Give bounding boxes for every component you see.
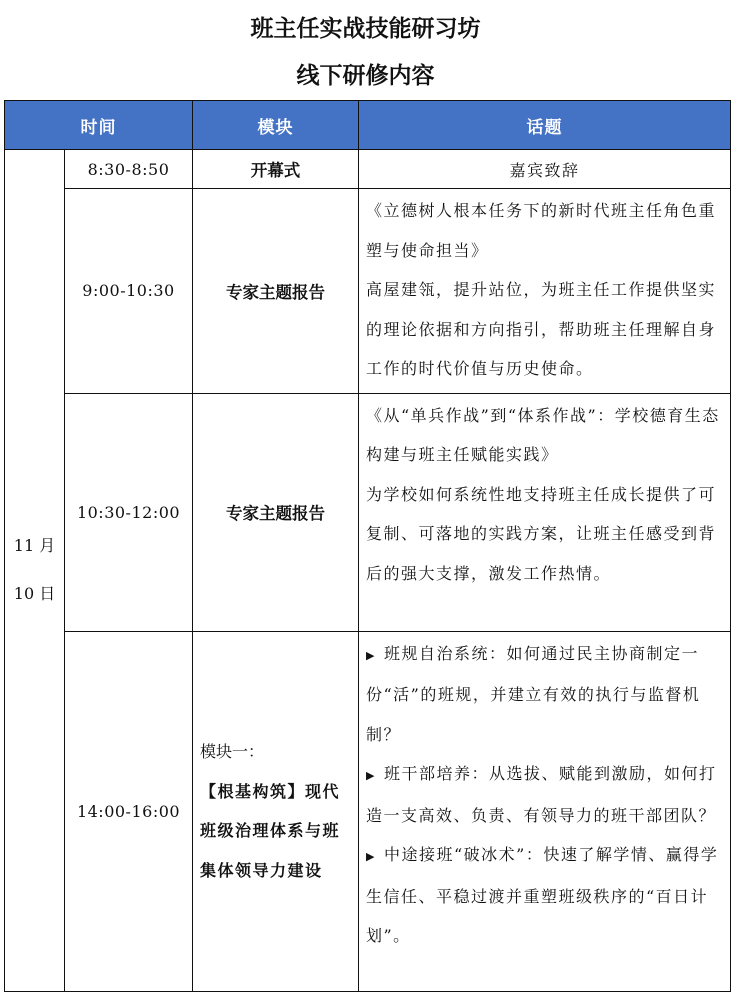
document-title: 班主任实战技能研习坊 xyxy=(250,15,481,42)
header-module: 模块 xyxy=(193,101,359,150)
time-cell: 14:00-16:00 xyxy=(65,631,193,991)
table-row xyxy=(5,150,731,189)
topic-title: 《从“单兵作战”到“体系作战”：学校德育生态构建与班主任赋能实践》 xyxy=(366,405,720,464)
date-cell xyxy=(5,150,65,992)
time-cell: 10:30-12:00 xyxy=(65,393,193,631)
date-month: 11 月 xyxy=(13,536,56,556)
bullet-text: 班规自治系统：如何通过民主协商制定一份“活”的班规，并建立有效的执行与监督机制？ xyxy=(366,643,701,744)
document-subtitle: 线下研修内容 xyxy=(296,62,435,89)
list-item xyxy=(366,835,724,956)
module-cell: 专家主题报告 xyxy=(193,189,359,394)
table-row xyxy=(5,631,731,991)
topic-cell xyxy=(359,631,731,991)
header-topic: 话题 xyxy=(359,101,731,150)
triangle-right-icon: ▶ xyxy=(366,648,376,662)
topic-cell: 嘉宾致辞 xyxy=(359,150,731,189)
header-time: 时间 xyxy=(5,101,193,150)
topic-description: 高屋建瓴，提升站位，为班主任工作提供坚实的理论依据和方向指引，帮助班主任理解自身工作的时代价值与历史使命。 xyxy=(366,280,717,378)
topic-cell xyxy=(359,393,731,631)
module-cell xyxy=(193,631,359,991)
bullet-text: 中途接班“破冰术”：快速了解学情、赢得学生信任、平稳过渡并重塑班级秩序的“百日计划”。 xyxy=(366,845,719,945)
module-title: 【根基构筑】现代班级治理体系与班集体领导力建设 xyxy=(200,781,341,880)
module-cell: 开幕式 xyxy=(193,150,359,189)
schedule-table xyxy=(4,100,731,992)
table-row xyxy=(5,393,731,631)
topic-title: 《立德树人根本任务下的新时代班主任角色重塑与使命担当》 xyxy=(366,201,717,260)
topic-cell xyxy=(359,189,731,394)
topic-description: 为学校如何系统性地支持班主任成长提供了可复制、可落地的实践方案，让班主任感受到背后的强大支撑，激发工作热情。 xyxy=(366,484,717,583)
time-cell: 9:00-10:30 xyxy=(65,189,193,394)
module-prefix: 模块一： xyxy=(200,742,265,761)
date-day: 10 日 xyxy=(13,584,56,604)
bullet-text: 班干部培养：从选拔、赋能到激励，如何打造一支高效、负责、有领导力的班干部团队？ xyxy=(366,764,717,825)
table-row xyxy=(5,189,731,394)
module-cell: 专家主题报告 xyxy=(193,393,359,631)
triangle-right-icon: ▶ xyxy=(366,850,376,863)
list-item xyxy=(366,634,724,755)
time-cell: 8:30-8:50 xyxy=(65,150,193,189)
table-header-row xyxy=(5,101,731,150)
triangle-right-icon: ▶ xyxy=(366,769,376,782)
list-item xyxy=(366,754,724,835)
